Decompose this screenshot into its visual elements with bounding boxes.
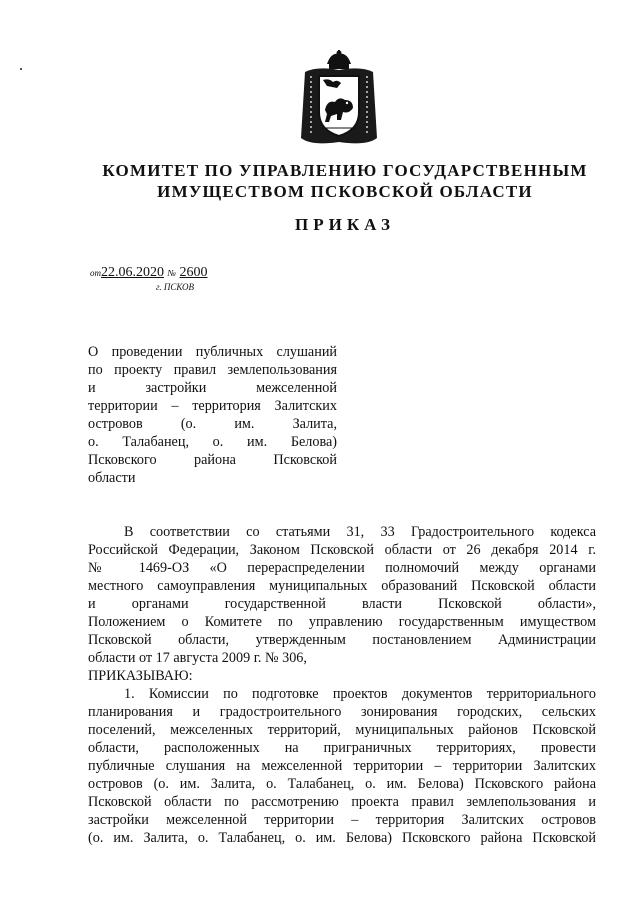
number-sign: № [167, 268, 176, 278]
order-subject [88, 343, 337, 487]
body-line: застройки межселенной территории – территория Залитских островов [88, 812, 596, 828]
decree-word: ПРИКАЗЫВАЮ: [88, 668, 193, 684]
subject-line: о. Талабанец, о. им. Белова) [88, 434, 337, 450]
body-line: области, расположенных на приграничных территориях, провести [88, 740, 596, 756]
organization-title-line-2: ИМУЩЕСТВОМ ПСКОВСКОЙ ОБЛАСТИ [157, 182, 533, 201]
body-line: Положением о Комитете по управлению государственным имуществом [88, 614, 596, 630]
document-type: ПРИКАЗ [295, 215, 395, 234]
body-line: № 1469-ОЗ «О перераспределении полномочий между органами [88, 560, 596, 576]
body-line: Псковской области, утвержденным постановлением Администрации [88, 632, 596, 648]
body-line: Российской Федерации, Законом Псковской области от 26 декабря 2014 г. [88, 542, 596, 558]
coat-of-arms-emblem [297, 50, 381, 150]
body-line: (о. им. Залита, о. Талабанец, о. им. Белова) Псковского района Псковской [88, 830, 596, 846]
body-line: области от 17 августа 2009 г. № 306, [88, 650, 307, 666]
subject-line: островов (о. им. Залита, [88, 416, 337, 432]
scan-speck [20, 68, 22, 70]
subject-line: территории – территория Залитских [88, 398, 337, 414]
organization-title [60, 160, 630, 202]
body-line: Псковской области по рассмотрению проекта правил землепользования и [88, 794, 596, 810]
subject-line: по проекту правил землепользования [88, 362, 337, 378]
body-line: В соответствии со статьями 31, 33 Градостроительного кодекса [124, 524, 596, 540]
body-line: островов (о. им. Залита, о. Талабанец, о. им. Белова) Псковского района [88, 776, 596, 792]
order-body [88, 523, 596, 847]
order-date: 22.06.2020 [101, 265, 164, 280]
order-number: 2600 [179, 265, 208, 280]
body-line: 1. Комиссии по подготовке проектов документов территориального [124, 686, 596, 702]
body-line: и органами государственной власти Псковской области», [88, 596, 596, 612]
subject-line: области [88, 470, 136, 486]
subject-line: Псковского района Псковской [88, 452, 337, 468]
body-line: планирования и градостроительного зонирования городских, сельских [88, 704, 596, 720]
date-prefix: от [90, 268, 101, 278]
body-line: поселений, межселенных территорий, муниципальных районов Псковской [88, 722, 596, 738]
subject-line: О проведении публичных слушаний [88, 344, 337, 360]
city: г. ПСКОВ [156, 282, 194, 292]
body-line: местного самоуправления муниципальных образований Псковской области [88, 578, 596, 594]
body-line: публичные слушания на межселенной территории – территории Залитских [88, 758, 596, 774]
subject-line: и застройки межселенной [88, 380, 337, 396]
organization-title-line-1: КОМИТЕТ ПО УПРАВЛЕНИЮ ГОСУДАРСТВЕННЫМ [102, 161, 588, 180]
order-date-number [90, 265, 208, 281]
